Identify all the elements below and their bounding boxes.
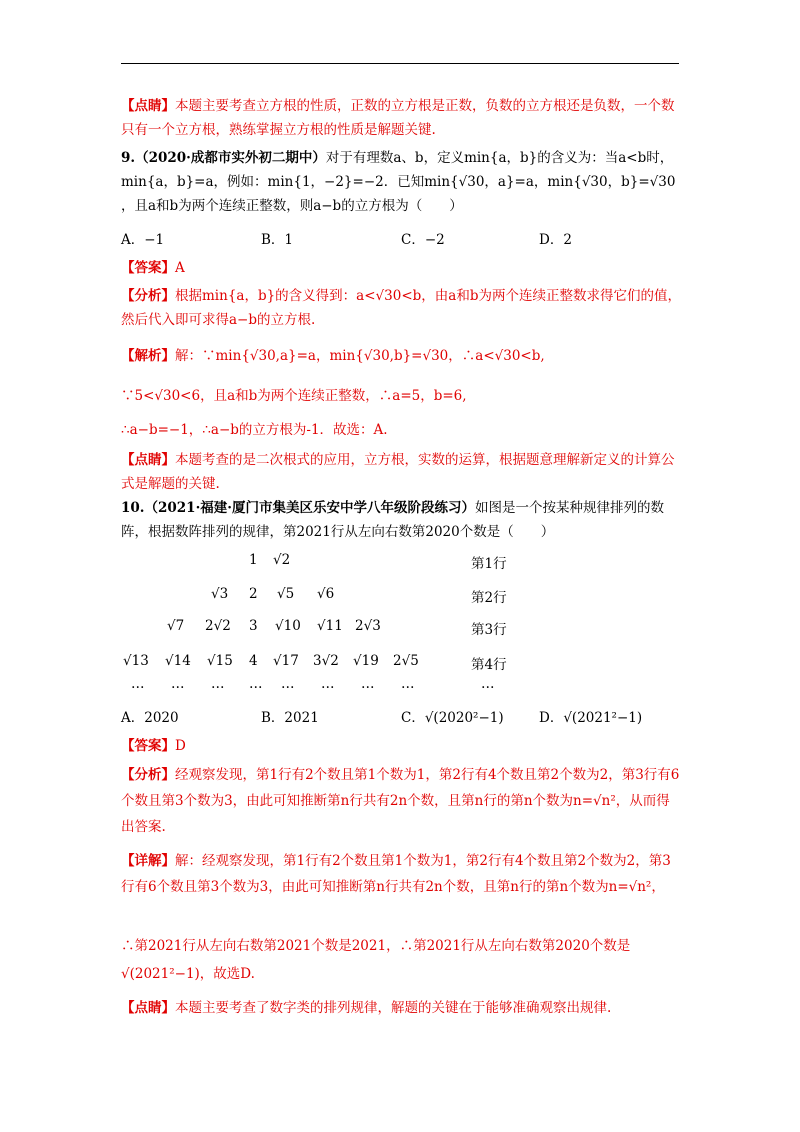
- q10-option-a: A．2020: [121, 710, 179, 726]
- array-cell: √6: [317, 586, 335, 602]
- q9-analysis: 【分析】根据min{a，b}的含义得到：a<√30<b，由a和b为两个连续正整数求得它们的值，然后代入即可求得a−b的立方根.: [121, 288, 681, 328]
- array-dots: …: [131, 676, 145, 692]
- array-cell: 4: [249, 653, 258, 669]
- q8-tip: 【点睛】本题主要考查立方根的性质，正数的立方根是正数，负数的立方根还是负数，一个数只有一个立方根，熟练掌握立方根的性质是解题关键.: [121, 98, 675, 138]
- q10-option-d: D．√(2021²−1): [539, 710, 643, 726]
- q10-detail: 【详解】解：经观察发现，第1行有2个数且第1个数为1，第2行有4个数且第2个数为2，第3行有6个数且第3个数为3，由此可知推断第n行共有2n个数，且第n行的第n个数为n=√n²，: [121, 853, 671, 895]
- array-dots: …: [481, 676, 495, 692]
- array-cell: √2: [273, 552, 291, 568]
- array-cell: √10: [275, 618, 301, 634]
- q10-answer: 【答案】D: [121, 738, 186, 754]
- q9-solution-line3: ∴a−b=−1，∴a−b的立方根为-1．故选：A.: [121, 422, 388, 438]
- q10-stem: 10.（2021·福建·厦门市集美区乐安中学八年级阶段练习）如图是一个按某种规律排列的数阵，根据数阵排列的规律，第2021行从左向右数第2020个数是（ ）: [121, 500, 664, 540]
- array-cell: 1: [249, 552, 258, 568]
- q9-stem: 9.（2020·成都市实外初二期中）对于有理数a、b，定义min{a，b}的含义为：当a<b时， min{a，b}=a，例如：min{1，−2}=−2．已知min{√30，a}=a，min{√30，b}=√30 ，且a和b为两个连续正整数，则a−b的立方根为（ ）: [121, 150, 676, 214]
- array-cell: 2√5: [393, 653, 419, 669]
- array-dots: …: [361, 676, 375, 692]
- array-dots: …: [211, 676, 225, 692]
- array-dots: …: [401, 676, 415, 692]
- array-cell: 2√2: [205, 618, 231, 634]
- q10-conclusion: ∴第2021行从左向右数第2021个数是2021，∴第2021行从左向右数第2020个数是√(2021²−1)，故选D.: [121, 938, 631, 982]
- q10-option-c: C．√(2020²−1): [401, 710, 504, 726]
- array-cell: 3√2: [313, 653, 339, 669]
- array-cell: √7: [167, 618, 185, 634]
- array-cell: √5: [277, 586, 295, 602]
- q10-option-b: B．2021: [261, 710, 319, 726]
- row-label: 第2行: [471, 590, 507, 606]
- array-cell: 2: [249, 586, 258, 602]
- array-cell: √19: [353, 653, 379, 669]
- q9-answer: 【答案】A: [121, 260, 185, 276]
- array-dots: …: [249, 676, 263, 692]
- array-dots: …: [171, 676, 185, 692]
- q10-analysis: 【分析】经观察发现，第1行有2个数且第1个数为1，第2行有4个数且第2个数为2，第3行有6个数且第3个数为3，由此可知推断第n行共有2n个数，且第n行的第n个数为n=√n²，从而得出答案.: [121, 767, 680, 835]
- array-dots: …: [281, 676, 295, 692]
- q9-tip: 【点睛】本题考查的是二次根式的应用，立方根，实数的运算，根据题意理解新定义的计算公式是解题的关键.: [121, 452, 675, 492]
- array-cell: √15: [207, 653, 233, 669]
- q10-tip: 【点睛】本题主要考查了数字类的排列规律，解题的关键在于能够准确观察出规律.: [121, 1000, 612, 1016]
- array-cell: √13: [123, 653, 149, 669]
- array-cell: √17: [273, 653, 299, 669]
- row-label: 第1行: [471, 556, 507, 572]
- row-label: 第4行: [471, 657, 507, 673]
- q9-option-d: D．2: [539, 232, 572, 248]
- array-cell: √3: [211, 586, 229, 602]
- number-array: [121, 548, 681, 698]
- array-cell: √11: [317, 618, 343, 634]
- array-cell: 2√3: [355, 618, 381, 634]
- array-cell: 3: [249, 618, 258, 634]
- q9-option-b: B．1: [261, 232, 294, 248]
- row-label: 第3行: [471, 622, 507, 638]
- q9-solution-line2: ∵5<√30<6，且a和b为两个连续正整数，∴a=5，b=6,: [121, 388, 467, 404]
- array-cell: √14: [165, 653, 191, 669]
- q9-option-c: C．−2: [401, 232, 445, 248]
- q9-solution: 【解析】解：∵min{√30,a}=a，min{√30,b}=√30，∴a<√30<b,: [121, 348, 545, 364]
- header-rule: [121, 63, 679, 64]
- q9-option-a: A．−1: [121, 232, 165, 248]
- array-dots: …: [321, 676, 335, 692]
